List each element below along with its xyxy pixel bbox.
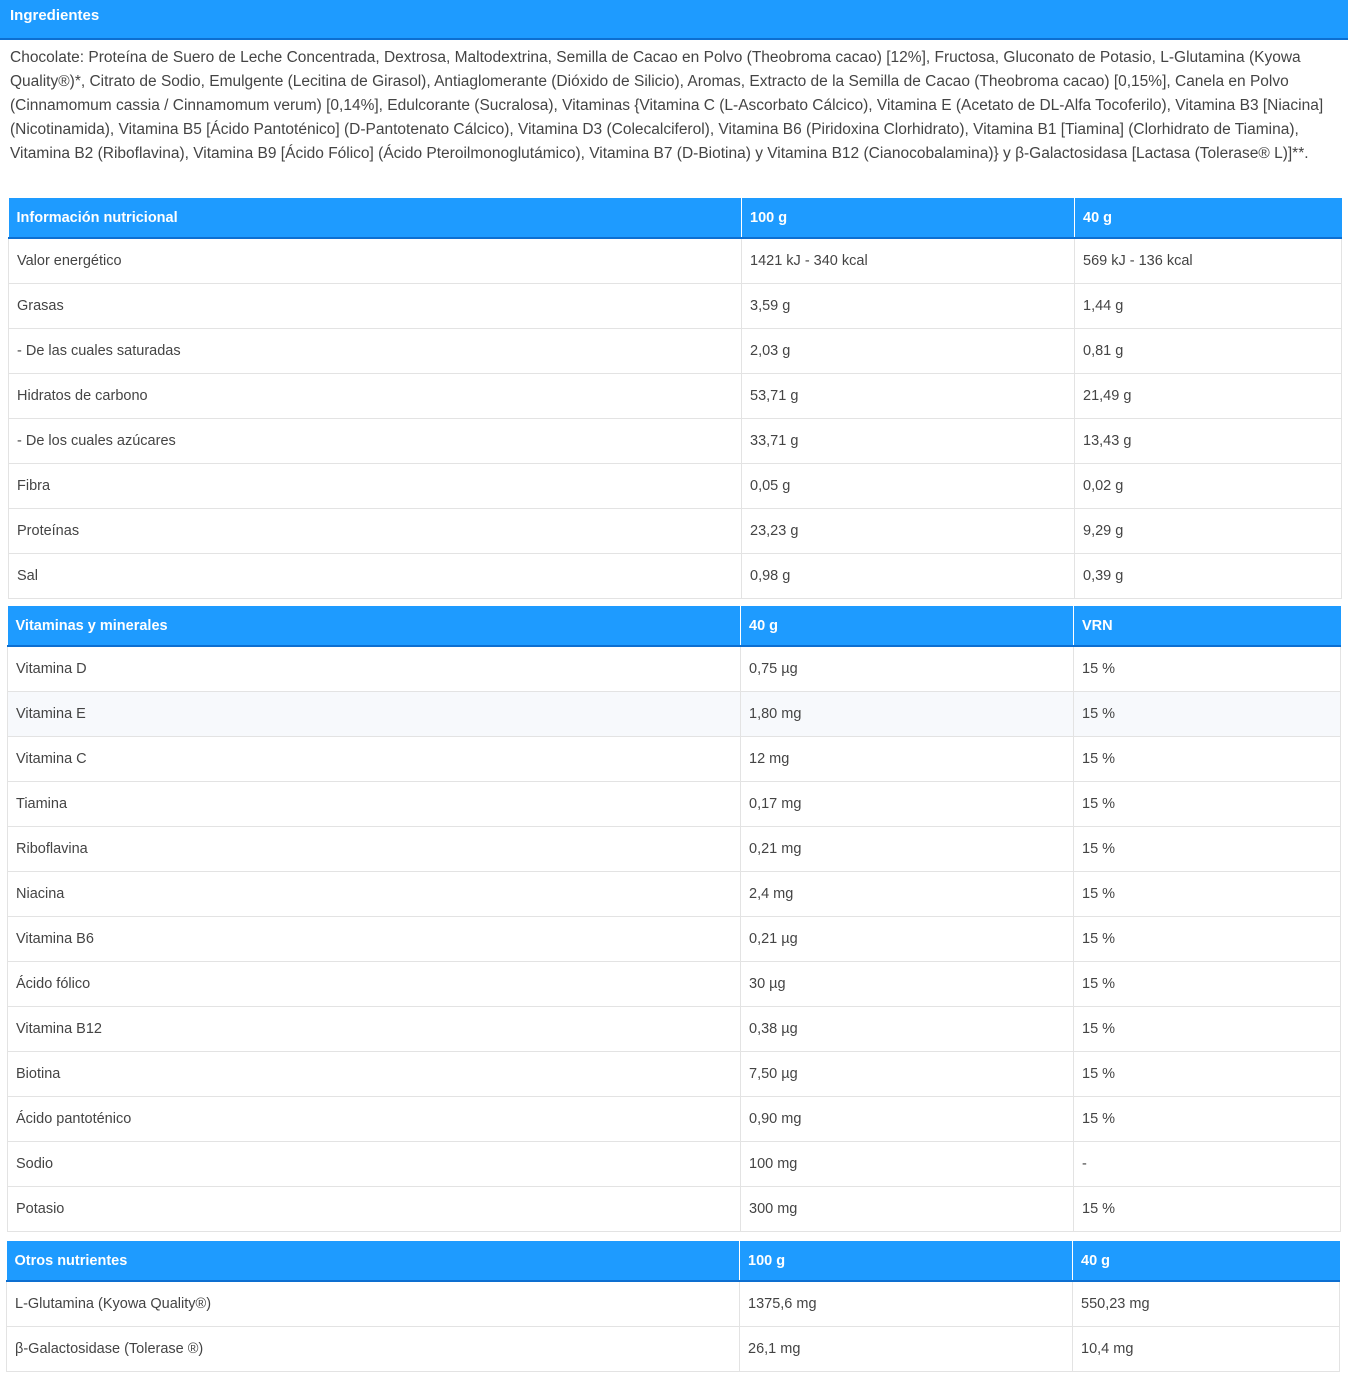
nutrient-name: Vitamina B12: [8, 1006, 741, 1051]
nutrient-name: Ácido fólico: [8, 961, 741, 1006]
nutrient-value: 0,21 µg: [741, 916, 1074, 961]
nutrient-value: 9,29 g: [1075, 508, 1342, 553]
nutrient-value: 15 %: [1074, 736, 1341, 781]
nutrient-name: Vitamina C: [8, 736, 741, 781]
table-row: [8, 691, 1341, 736]
nutrient-value: 7,50 µg: [741, 1051, 1074, 1096]
nutrient-value: 2,03 g: [742, 328, 1075, 373]
table-row: [7, 1326, 1340, 1371]
nutrient-value: 550,23 mg: [1073, 1281, 1340, 1326]
nutrient-value: 2,4 mg: [741, 871, 1074, 916]
nutrient-name: Vitamina D: [8, 646, 741, 691]
nutrient-value: 33,71 g: [742, 418, 1075, 463]
table-row: [9, 508, 1342, 553]
column-header: Vitaminas y minerales: [8, 606, 741, 646]
nutrient-name: Riboflavina: [8, 826, 741, 871]
nutrient-name: Vitamina E: [8, 691, 741, 736]
nutrient-name: Ácido pantoténico: [8, 1096, 741, 1141]
nutrition-table: [8, 198, 1342, 599]
nutrient-name: Sodio: [8, 1141, 741, 1186]
nutrient-name: Valor energético: [9, 238, 742, 283]
table-row: [9, 553, 1342, 598]
nutrient-name: - De los cuales azúcares: [9, 418, 742, 463]
nutrient-value: 0,75 µg: [741, 646, 1074, 691]
other-nutrients-table: [6, 1241, 1340, 1372]
column-header: VRN: [1074, 606, 1341, 646]
column-header: 100 g: [740, 1241, 1073, 1281]
nutrient-value: 0,17 mg: [741, 781, 1074, 826]
table-row: [7, 1281, 1340, 1326]
nutrient-value: 569 kJ - 136 kcal: [1075, 238, 1342, 283]
nutrient-value: 26,1 mg: [740, 1326, 1073, 1371]
nutrient-value: 12 mg: [741, 736, 1074, 781]
nutrient-value: 0,38 µg: [741, 1006, 1074, 1051]
nutrient-value: 1421 kJ - 340 kcal: [742, 238, 1075, 283]
nutrient-value: 0,98 g: [742, 553, 1075, 598]
table-row: [8, 916, 1341, 961]
table-header-row: [7, 1241, 1340, 1281]
nutrient-name: Potasio: [8, 1186, 741, 1231]
nutrient-value: 23,23 g: [742, 508, 1075, 553]
nutrient-value: 13,43 g: [1075, 418, 1342, 463]
nutrient-name: Fibra: [9, 463, 742, 508]
nutrient-value: 15 %: [1074, 961, 1341, 1006]
nutrient-value: 15 %: [1074, 1186, 1341, 1231]
nutrient-name: Grasas: [9, 283, 742, 328]
nutrient-value: 15 %: [1074, 871, 1341, 916]
nutrient-value: 1,80 mg: [741, 691, 1074, 736]
nutrient-value: 0,39 g: [1075, 553, 1342, 598]
nutrient-name: L-Glutamina (Kyowa Quality®): [7, 1281, 740, 1326]
vitamins-table: [7, 606, 1341, 1232]
nutrient-value: 0,21 mg: [741, 826, 1074, 871]
table-row: [9, 418, 1342, 463]
table-row: [8, 1186, 1341, 1231]
nutrient-value: 0,05 g: [742, 463, 1075, 508]
nutrient-value: 30 µg: [741, 961, 1074, 1006]
table-row: [8, 646, 1341, 691]
nutrient-value: 300 mg: [741, 1186, 1074, 1231]
nutrient-name: Tiamina: [8, 781, 741, 826]
nutrient-name: - De las cuales saturadas: [9, 328, 742, 373]
nutrient-value: 15 %: [1074, 1006, 1341, 1051]
table-row: [9, 238, 1342, 283]
nutrient-value: 100 mg: [741, 1141, 1074, 1186]
nutrient-value: 0,02 g: [1075, 463, 1342, 508]
table-row: [8, 961, 1341, 1006]
table-row: [8, 871, 1341, 916]
nutrient-value: 10,4 mg: [1073, 1326, 1340, 1371]
table-row: [8, 1096, 1341, 1141]
nutrient-name: Biotina: [8, 1051, 741, 1096]
nutrient-value: 1,44 g: [1075, 283, 1342, 328]
nutrient-value: 15 %: [1074, 1051, 1341, 1096]
nutrient-name: Proteínas: [9, 508, 742, 553]
nutrient-name: Hidratos de carbono: [9, 373, 742, 418]
column-header: Información nutricional: [9, 198, 742, 238]
column-header: Otros nutrientes: [7, 1241, 740, 1281]
ingredients-title: Ingredientes: [10, 7, 100, 24]
table-row: [9, 373, 1342, 418]
nutrient-value: 0,81 g: [1075, 328, 1342, 373]
table-row: [8, 1006, 1341, 1051]
nutrient-value: 15 %: [1074, 826, 1341, 871]
nutrient-name: β-Galactosidase (Tolerase ®): [7, 1326, 740, 1371]
nutrient-value: 53,71 g: [742, 373, 1075, 418]
nutrient-name: Vitamina B6: [8, 916, 741, 961]
nutrient-value: 21,49 g: [1075, 373, 1342, 418]
column-header: 100 g: [742, 198, 1075, 238]
table-header-row: [8, 606, 1341, 646]
nutrient-name: Niacina: [8, 871, 741, 916]
nutrient-value: 15 %: [1074, 691, 1341, 736]
table-header-row: [9, 198, 1342, 238]
nutrient-value: -: [1074, 1141, 1341, 1186]
table-row: [8, 826, 1341, 871]
column-header: 40 g: [741, 606, 1074, 646]
nutrient-value: 3,59 g: [742, 283, 1075, 328]
nutrient-value: 15 %: [1074, 781, 1341, 826]
nutrient-value: 15 %: [1074, 1096, 1341, 1141]
table-row: [8, 1051, 1341, 1096]
table-row: [9, 463, 1342, 508]
nutrient-value: 15 %: [1074, 646, 1341, 691]
nutrient-value: 15 %: [1074, 916, 1341, 961]
table-row: [8, 1141, 1341, 1186]
nutrient-name: Sal: [9, 553, 742, 598]
ingredients-text: Chocolate: Proteína de Suero de Leche Concentrada, Dextrosa, Maltodextrina, Semilla de Cacao en Polvo (Theobroma cacao) [12%], Fructosa, Gluconato de Potasio, L-Glutamina (Kyowa Quality®)*, Citrato de Sodio, Emulgente (Lecitina de Girasol), Antiaglomerante (Dióxido de Silicio), Aromas, Extracto de la Semilla de Cacao (Theobroma cacao) [0,15%], Canela en Polvo (Cinnamomum cassia / Cinnamomum verum) [0,14%], Edulcorante (Sucralosa), Vitaminas {Vitamina C (L-Ascorbato Cálcico), Vitamina E (Acetato de DL-Alfa Tocoferilo), Vitamina B3 [Niacina] (Nicotinamida), Vitamina B5 [Ácido Pantoténico] (D-Pantotenato Cálcico), Vitamina D3 (Colecalciferol), Vitamina B6 (Piridoxina Clorhidrato), Vitamina B1 [Tiamina] (Clorhidrato de Tiamina), Vitamina B2 (Riboflavina), Vitamina B9 [Ácido Fólico] (Ácido Pteroilmonoglutámico), Vitamina B7 (D-Biotina) y Vitamina B12 (Cianocobalamina)} y β-Galactosidasa [Lactasa (Tolerase® L)]**.: [10, 49, 1324, 162]
ingredients-header: [0, 0, 1348, 40]
table-row: [9, 328, 1342, 373]
column-header: 40 g: [1075, 198, 1342, 238]
nutrient-value: 0,90 mg: [741, 1096, 1074, 1141]
column-header: 40 g: [1073, 1241, 1340, 1281]
nutrient-value: 1375,6 mg: [740, 1281, 1073, 1326]
table-row: [9, 283, 1342, 328]
table-row: [8, 736, 1341, 781]
table-row: [8, 781, 1341, 826]
